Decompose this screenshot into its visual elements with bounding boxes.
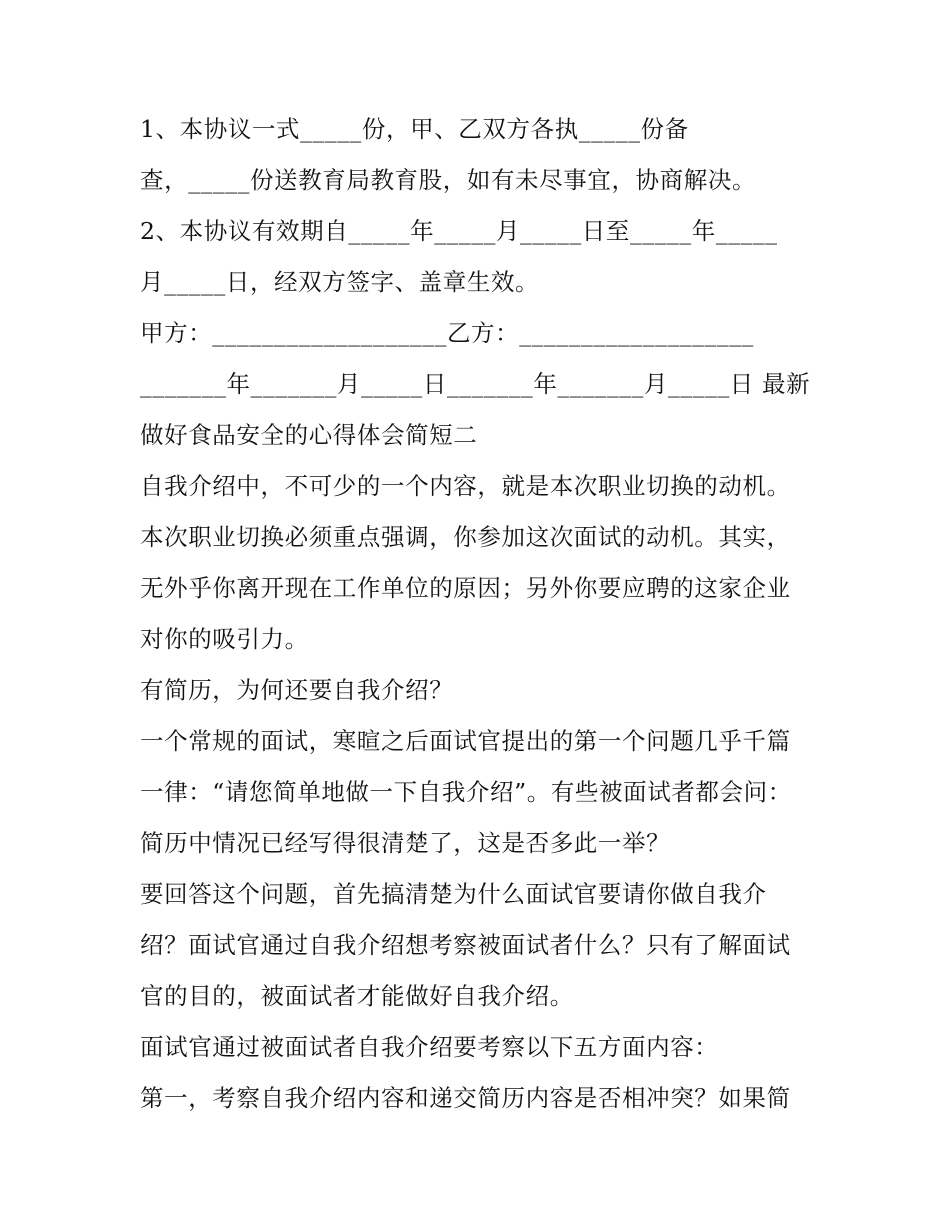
text-line: 第一，考察自我介绍内容和递交简历内容是否相冲突？如果简 [140,1084,791,1112]
text-line: 对你的吸引力。 [140,625,309,653]
text-line: 月_____日，经双方签字、盖章生效。 [140,268,540,296]
section-title: 做好食品安全的心得体会简短二 [140,421,478,449]
text-line: 要回答这个问题，首先搞清楚为什么面试官要请你做自我介 [140,880,767,908]
text-line: 一律：“请您简单地做一下自我介绍”。有些被面试者都会问： [140,778,792,806]
text-line: 官的目的，被面试者才能做好自我介绍。 [140,982,574,1010]
text-line: 自我介绍中，不可少的一个内容，就是本次职业切换的动机。 [140,472,791,500]
text-line: 面试官通过被面试者自我介绍要考察以下五方面内容： [140,1033,719,1061]
text-line: 本次职业切换必须重点强调，你参加这次面试的动机。其实， [140,523,791,551]
text-line: 1、本协议一式_____份，甲、乙双方各执_____份备 [140,115,689,143]
signature-line: 甲方：___________________乙方：___________________ [140,319,754,347]
text-line: 2、本协议有效期自_____年_____月_____日至_____年_____ [140,217,778,245]
text-line: 一个常规的面试，寒暄之后面试官提出的第一个问题几乎千篇 [140,727,791,755]
date-line: _______年_______月_____日_______年_______月_____日 最新 [140,370,811,398]
text-line: 简历中情况已经写得很清楚了，这是否多此一举？ [140,829,671,857]
text-line: 绍？面试官通过自我介绍想考察被面试者什么？只有了解面试 [140,931,791,959]
subheading: 有简历，为何还要自我介绍？ [140,676,454,704]
text-line: 无外乎你离开现在工作单位的原因；另外你要应聘的这家企业 [140,574,791,602]
document-body [140,104,820,1124]
text-line: 查，_____份送教育局教育股，如有未尽事宜，协商解决。 [140,166,757,194]
